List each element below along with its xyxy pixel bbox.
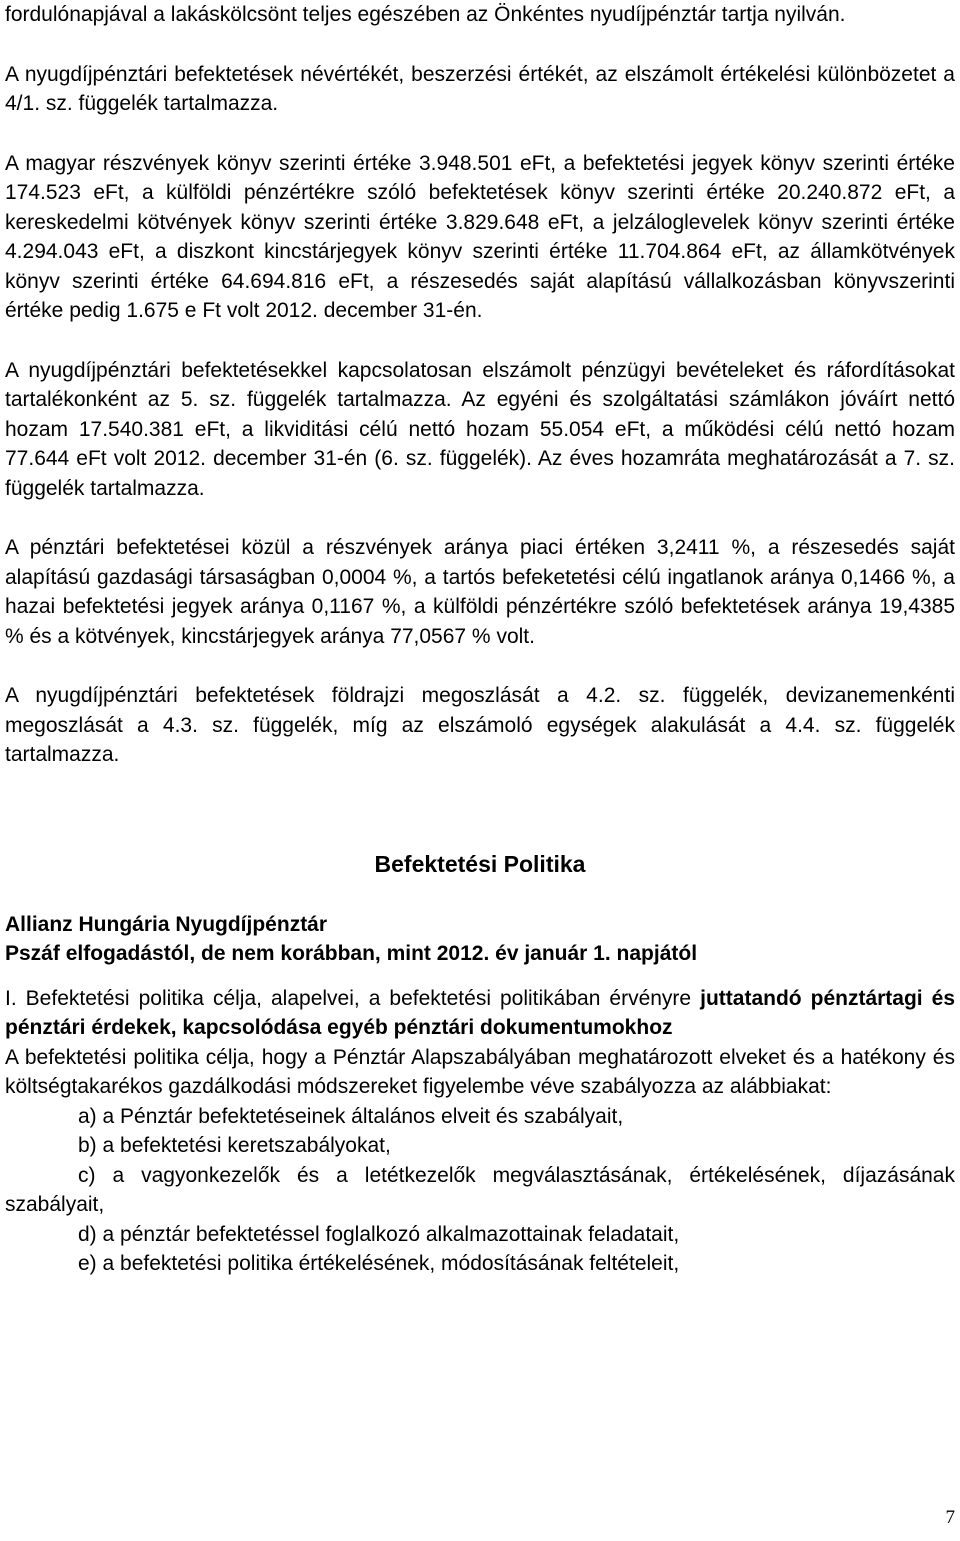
paragraph-konyv-szerinti-ertek: A magyar részvények könyv szerinti értéke 3.948.501 eFt, a befektetési jegyek könyv szerinti értéke 174.523 eFt, a külföldi pénzértékre szóló befektetések könyv szerinti értéke 20.240.872 eFt, a kereskedelmi kötvények könyv szerinti értéke 3.829.648 eFt, a jelzáloglevelek könyv szerinti értéke 4.294.043 eFt, a diszkont kincstárjegyek könyv szerinti értéke 11.704.864 eFt, az államkötvények könyv szerinti értéke 64.694.816 eFt, a részesedés saját alapítású vállalkozásban könyvszerinti értéke pedig 1.675 e Ft volt 2012. december 31-én. — [5, 151, 955, 322]
policy-list-item: a) a Pénztár befektetéseinek általános elveit és szabályait, — [78, 1104, 624, 1128]
paragraph-befektetesi-aranyok: A pénztári befektetései közül a részvények aránya piaci értéken 3,2411 %, a részesedés saját alapítású gazdasági társaságban 0,0004 %, a tartós befeketetési célú ingatlanok aránya 0,1466 %, a hazai befektetési jegyek aránya 0,1167 %, a külföldi pénzértékre szóló befektetések aránya 19,4385 % és a kötvények, kincstárjegyek aránya 77,0567 % volt. — [5, 536, 955, 648]
organization-name: Allianz Hungária Nyugdíjpénztár — [5, 912, 328, 936]
policy-list-item: c) a vagyonkezelők és a letétkezelők megválasztásának, értékelésének, díjazásának szabályait, — [5, 1163, 955, 1216]
document-page — [5, 0, 955, 1279]
policy-intro: A befektetési politika célja, hogy a Pénztár Alapszabályában meghatározott elveket és a hatékony és költségtakarékos gazdálkodási módszereket figyelembe véve szabályozza az alábbiakat: — [5, 1045, 955, 1098]
paragraph-lakaskolcson: fordulónapjával a lakáskölcsönt teljes egészében az Önkéntes nyudíjpénztár tartja nyilván. — [5, 3, 846, 26]
policy-list-item: d) a pénztár befektetéssel foglalkozó alkalmazottainak feladatait, — [78, 1222, 680, 1246]
section-heading-bold: juttatandó pénztártagi és pénztári érdekek, kapcsolódása egyéb pénztári dokumentumokhoz — [5, 986, 955, 1039]
page-number: 7 — [945, 1507, 955, 1528]
paragraph-foldrajzi-megoszlas: A nyugdíjpénztári befektetések földrajzi megoszlását a 4.2. sz. függelék, devizanemenkénti megoszlását a 4.3. sz. függelék, míg az elszámoló egységek alakulását a 4.4. sz. függelék tartalmazza. — [5, 684, 955, 766]
paragraph-penzugyi-bevetelek: A nyugdíjpénztári befektetésekkel kapcsolatosan elszámolt pénzügyi bevételeket és ráfordításokat tartalékonként az 5. sz. függelék tartalmazza. Az egyéni és szolgáltatási számlákon jóváírt nettó hozam 17.540.381 eFt, a likviditási célú nettó hozam 55.054 eFt, a működési célú nettó hozam 77.644 eFt volt 2012. december 31-én (6. sz. függelék). Az éves hozamráta meghatározását a 7. sz. függelék tartalmazza. — [5, 358, 955, 500]
policy-list-item: b) a befektetési keretszabályokat, — [78, 1134, 391, 1157]
policy-list-item: e) a befektetési politika értékelésének, módosításának feltételeit, — [78, 1252, 680, 1275]
section-title: Befektetési Politika — [374, 850, 586, 877]
validity-line: Pszáf elfogadástól, de nem korábban, mint 2012. év január 1. napjától — [5, 942, 698, 965]
section-heading-plain: I. Befektetési politika célja, alapelvei, a befektetési politikában érvényre — [5, 986, 701, 1010]
section-heading — [5, 984, 955, 1043]
paragraph-nevertek: A nyugdíjpénztári befektetések névértékét, beszerzési értékét, az elszámolt értékelési különbözetet a 4/1. sz. függelék tartalmazza. — [5, 62, 955, 115]
